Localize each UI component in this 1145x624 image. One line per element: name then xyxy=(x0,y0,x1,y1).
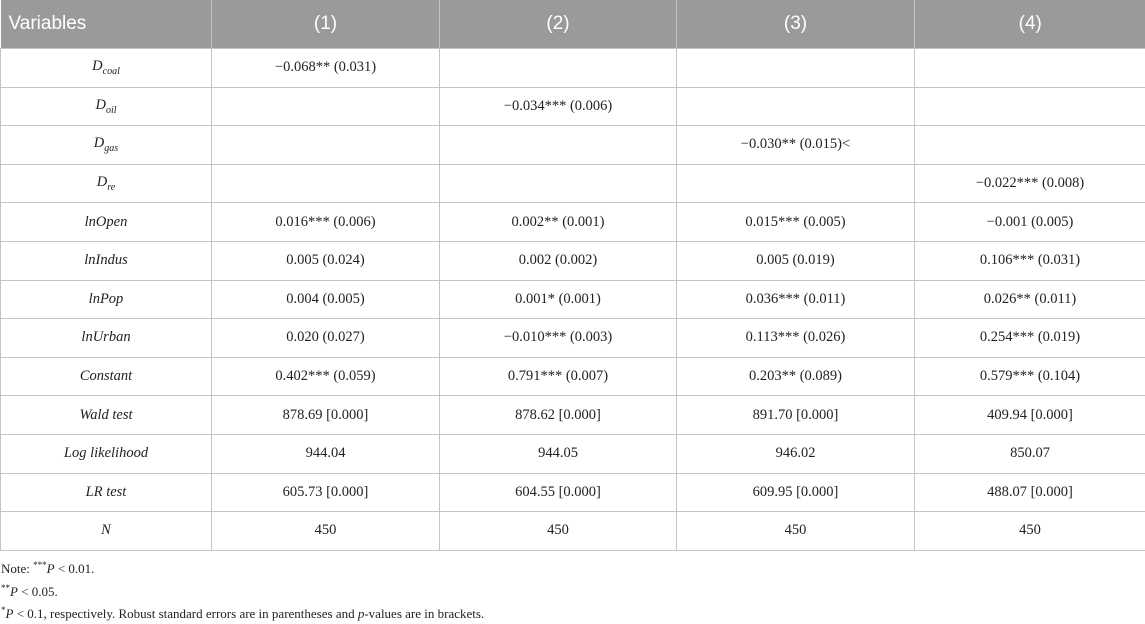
cell-model-4: 488.07 [0.000] xyxy=(915,473,1145,512)
cell-model-4: 409.94 [0.000] xyxy=(915,396,1145,435)
cell-model-2 xyxy=(440,126,677,165)
variable-label: Constant xyxy=(80,368,132,384)
cell-model-1: 878.69 [0.000] xyxy=(212,396,440,435)
table-row xyxy=(1,49,1145,88)
cell-model-2: −0.034*** (0.006) xyxy=(440,87,677,126)
cell-model-2: 944.05 xyxy=(440,434,677,473)
variable-label: Wald test xyxy=(79,407,132,423)
row-variable-name xyxy=(1,203,212,242)
cell-model-2: 0.002 (0.002) xyxy=(440,241,677,280)
cell-model-2: 450 xyxy=(440,512,677,551)
cell-model-1: 450 xyxy=(212,512,440,551)
cell-model-3: 609.95 [0.000] xyxy=(677,473,915,512)
cell-model-2: −0.010*** (0.003) xyxy=(440,319,677,358)
cell-model-1: −0.068** (0.031) xyxy=(212,49,440,88)
cell-model-4 xyxy=(915,126,1145,165)
cell-model-3: 450 xyxy=(677,512,915,551)
row-variable-name xyxy=(1,280,212,319)
cell-model-3: −0.030** (0.015)< xyxy=(677,126,915,165)
table-row xyxy=(1,241,1145,280)
note-line-3: *P < 0.1, respectively. Robust standard errors are in parentheses and p-values are in brackets. xyxy=(1,601,484,624)
table-notes xyxy=(1,556,484,624)
variable-subscript: coal xyxy=(103,66,120,77)
variable-label: D xyxy=(97,174,107,190)
cell-model-2: 0.791*** (0.007) xyxy=(440,357,677,396)
cell-model-1 xyxy=(212,164,440,203)
variable-label: lnOpen xyxy=(85,214,128,230)
variable-label: lnUrban xyxy=(81,329,130,345)
row-variable-name xyxy=(1,357,212,396)
cell-model-4: −0.022*** (0.008) xyxy=(915,164,1145,203)
variable-subscript: oil xyxy=(106,105,117,116)
cell-model-2: 0.002** (0.001) xyxy=(440,203,677,242)
cell-model-4: −0.001 (0.005) xyxy=(915,203,1145,242)
cell-model-1 xyxy=(212,87,440,126)
cell-model-1: 0.016*** (0.006) xyxy=(212,203,440,242)
cell-model-1: 0.004 (0.005) xyxy=(212,280,440,319)
table-row xyxy=(1,434,1145,473)
header-variables: Variables xyxy=(1,0,212,49)
variable-label: N xyxy=(101,522,111,538)
row-variable-name xyxy=(1,396,212,435)
table-row xyxy=(1,512,1145,551)
cell-model-4: 0.026** (0.011) xyxy=(915,280,1145,319)
header-model-3: (3) xyxy=(677,0,915,49)
row-variable-name xyxy=(1,87,212,126)
cell-model-1: 0.402*** (0.059) xyxy=(212,357,440,396)
cell-model-4: 0.254*** (0.019) xyxy=(915,319,1145,358)
cell-model-2: 0.001* (0.001) xyxy=(440,280,677,319)
variable-label: lnPop xyxy=(89,291,124,307)
cell-model-3 xyxy=(677,49,915,88)
table-row xyxy=(1,203,1145,242)
cell-model-1 xyxy=(212,126,440,165)
row-variable-name xyxy=(1,512,212,551)
row-variable-name xyxy=(1,49,212,88)
variable-label: Log likelihood xyxy=(64,445,148,461)
table-row xyxy=(1,319,1145,358)
cell-model-3 xyxy=(677,87,915,126)
note-line-1: Note: ***P < 0.01. xyxy=(1,556,484,579)
row-variable-name xyxy=(1,164,212,203)
cell-model-3 xyxy=(677,164,915,203)
cell-model-4 xyxy=(915,87,1145,126)
variable-label: LR test xyxy=(86,484,127,500)
cell-model-3: 0.015*** (0.005) xyxy=(677,203,915,242)
variable-label: lnIndus xyxy=(84,252,128,268)
cell-model-2: 878.62 [0.000] xyxy=(440,396,677,435)
table-body xyxy=(1,49,1145,551)
variable-subscript: gas xyxy=(104,143,118,154)
variable-label: D xyxy=(94,135,104,151)
table-row xyxy=(1,473,1145,512)
cell-model-1: 944.04 xyxy=(212,434,440,473)
row-variable-name xyxy=(1,473,212,512)
cell-model-1: 0.005 (0.024) xyxy=(212,241,440,280)
cell-model-1: 605.73 [0.000] xyxy=(212,473,440,512)
cell-model-3: 0.036*** (0.011) xyxy=(677,280,915,319)
variable-label: D xyxy=(92,58,102,74)
cell-model-1: 0.020 (0.027) xyxy=(212,319,440,358)
table-header-row xyxy=(1,0,1145,49)
cell-model-4 xyxy=(915,49,1145,88)
note-line-2: **P < 0.05. xyxy=(1,579,484,602)
table-row xyxy=(1,164,1145,203)
row-variable-name xyxy=(1,319,212,358)
cell-model-4: 450 xyxy=(915,512,1145,551)
row-variable-name xyxy=(1,126,212,165)
cell-model-4: 850.07 xyxy=(915,434,1145,473)
cell-model-2: 604.55 [0.000] xyxy=(440,473,677,512)
cell-model-4: 0.106*** (0.031) xyxy=(915,241,1145,280)
row-variable-name xyxy=(1,241,212,280)
cell-model-2 xyxy=(440,164,677,203)
header-model-2: (2) xyxy=(440,0,677,49)
variable-subscript: re xyxy=(107,182,115,193)
cell-model-4: 0.579*** (0.104) xyxy=(915,357,1145,396)
cell-model-2 xyxy=(440,49,677,88)
table-row xyxy=(1,126,1145,165)
header-model-1: (1) xyxy=(212,0,440,49)
variable-label: D xyxy=(95,97,105,113)
table-row xyxy=(1,357,1145,396)
cell-model-3: 0.005 (0.019) xyxy=(677,241,915,280)
cell-model-3: 0.113*** (0.026) xyxy=(677,319,915,358)
row-variable-name xyxy=(1,434,212,473)
header-model-4: (4) xyxy=(915,0,1145,49)
cell-model-3: 0.203** (0.089) xyxy=(677,357,915,396)
cell-model-3: 891.70 [0.000] xyxy=(677,396,915,435)
cell-model-3: 946.02 xyxy=(677,434,915,473)
table-row xyxy=(1,280,1145,319)
table-row xyxy=(1,396,1145,435)
table-row xyxy=(1,87,1145,126)
